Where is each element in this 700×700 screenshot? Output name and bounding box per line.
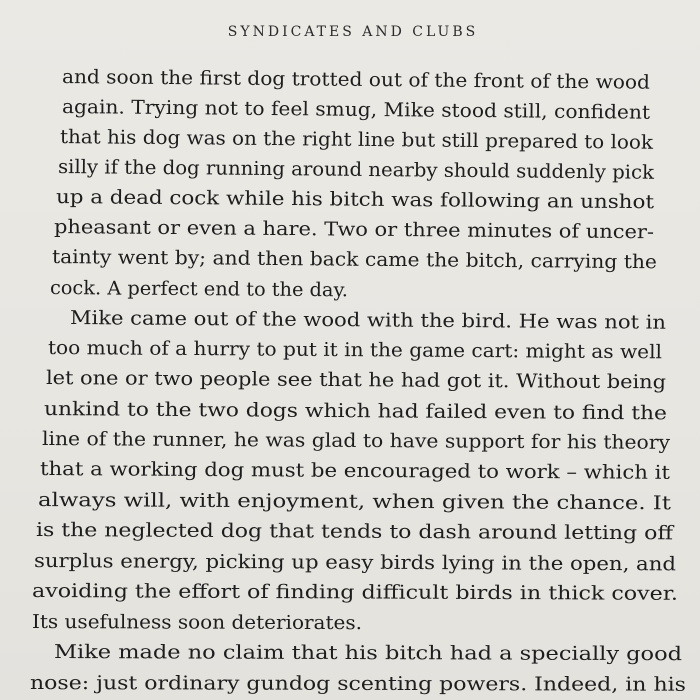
paragraph-start-line: Mike made no claim that his bitch had a specially good (53, 641, 683, 666)
text-line: unkind to the two dogs which had failed even to find the (43, 398, 668, 425)
text-line: nose: just ordinary gundog scenting powers. Indeed, in his (29, 672, 687, 696)
text-line: avoiding the effort of finding difficult birds in thick cover. (31, 580, 679, 605)
text-line: surplus energy, picking up easy birds lying in the open, and (33, 550, 677, 576)
text-line: Its usefulness soon deteriorates. (31, 611, 363, 635)
text-line: is the neglected dog that tends to dash around letting off (35, 519, 674, 545)
text-line: let one or two people see that he had got it. Without being (45, 367, 667, 394)
text-line: silly if the dog running around nearby should suddenly pick (57, 156, 655, 184)
text-line: that a working dog must be encouraged to work – which it (39, 458, 671, 484)
text-line: and soon the first dog trotted out of the front of the wood (61, 66, 651, 94)
text-line: line of the runner, he was glad to have support for his theory (41, 428, 671, 454)
text-line: too much of a hurry to put it in the game cart: might as well (47, 337, 663, 364)
text-line: again. Trying not to feel smug, Mike stood still, confident (61, 96, 651, 124)
running-title: SYNDICATES AND CLUBS (227, 24, 479, 40)
text-line: up a dead cock while his bitch was following an unshot (55, 186, 655, 214)
paragraph-start-line: Mike came out of the wood with the bird. He was not in (69, 307, 667, 334)
text-line: pheasant or even a hare. Two or three minutes of uncer- (53, 216, 655, 244)
text-line: always will, with enjoyment, when given the chance. It (37, 489, 672, 515)
text-line: that his dog was on the right line but still prepared to look (59, 126, 654, 154)
text-line: cock. A perfect end to the day. (49, 277, 349, 302)
text-line: tainty went by; and then back came the bitch, carrying the (51, 246, 658, 274)
